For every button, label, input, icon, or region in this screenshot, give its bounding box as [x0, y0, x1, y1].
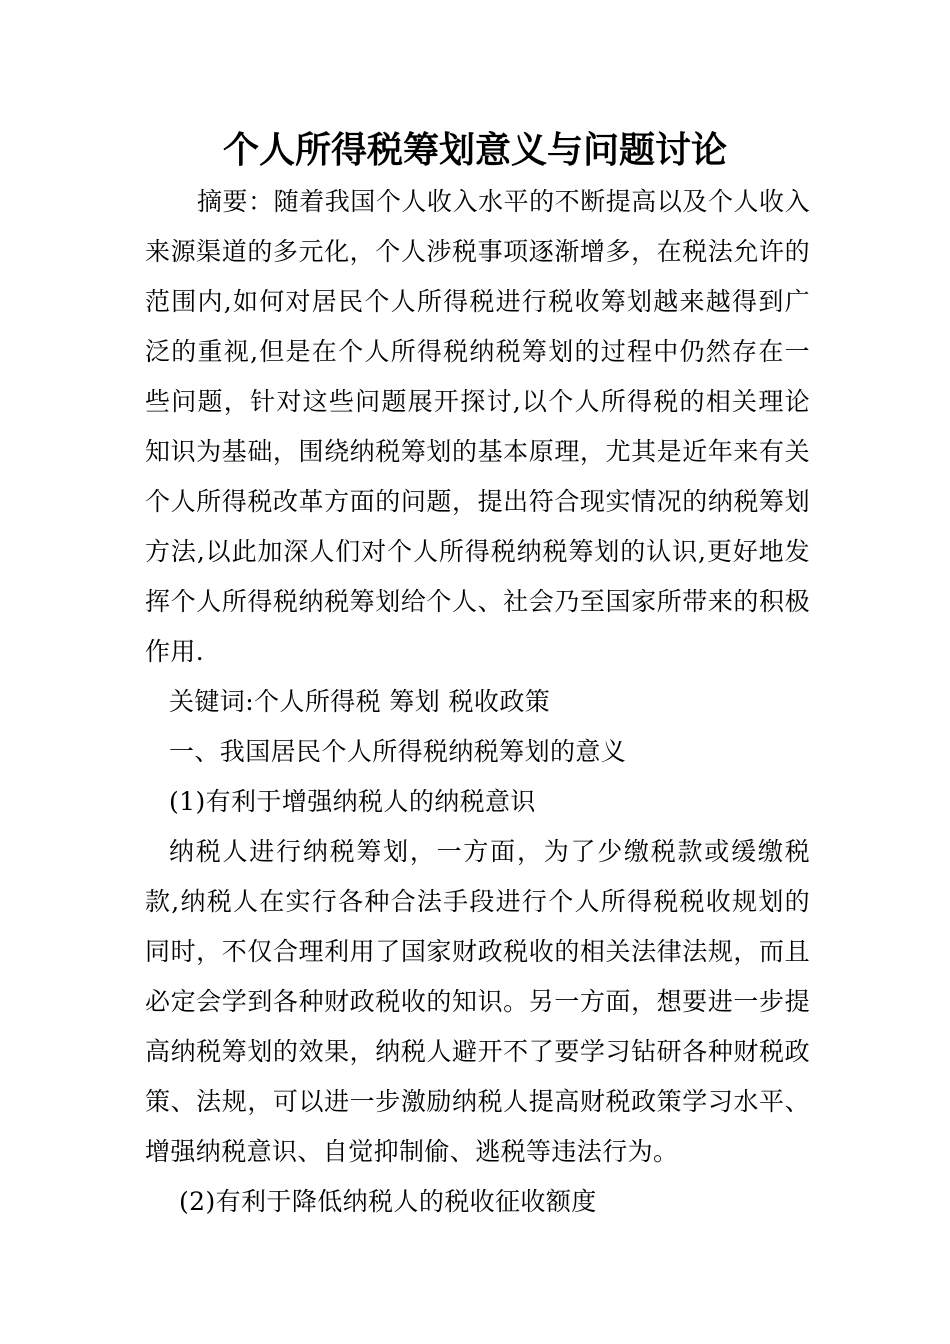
keywords-line: 关键词:个人所得税 筹划 税收政策 [169, 687, 551, 716]
section-heading-1: 一、我国居民个人所得税纳税筹划的意义 [169, 737, 627, 766]
document-body [145, 177, 810, 1227]
subsection-heading-2: (2)有利于降低纳税人的税收征收额度 [179, 1187, 597, 1216]
document-title: 个人所得税筹划意义与问题讨论 [222, 129, 727, 171]
abstract-paragraph: 摘要：随着我国个人收入水平的不断提高以及个人收入来源渠道的多元化，个人涉税事项逐渐增多，在税法允许的范围内,如何对居民个人所得税进行税收筹划越来越得到广泛的重视,但是在个人所得税纳税筹划的过程中仍然存在一些问题，针对这些问题展开探讨,以个人所得税的相关理论知识为基础，围绕纳税筹划的基本原理，尤其是近年来有关个人所得税改革方面的问题，提出符合现实情况的纳税筹划方法,以此加深人们对个人所得税纳税筹划的认识,更好地发挥个人所得税纳税筹划给个人、社会乃至国家所带来的积极作用. [145, 187, 810, 666]
subsection-1-paragraph: 纳税人进行纳税筹划，一方面，为了少缴税款或缓缴税款,纳税人在实行各种合法手段进行个人所得税税收规划的同时，不仅合理利用了国家财政税收的相关法律法规，而且必定会学到各种财政税收的知识。另一方面，想要进一步提高纳税筹划的效果，纳税人避开不了要学习钻研各种财税政策、法规，可以进一步激励纳税人提高财税政策学习水平、增强纳税意识、自觉抑制偷、逃税等违法行为。 [145, 837, 810, 1166]
subsection-heading-1: (1)有利于增强纳税人的纳税意识 [169, 787, 536, 816]
